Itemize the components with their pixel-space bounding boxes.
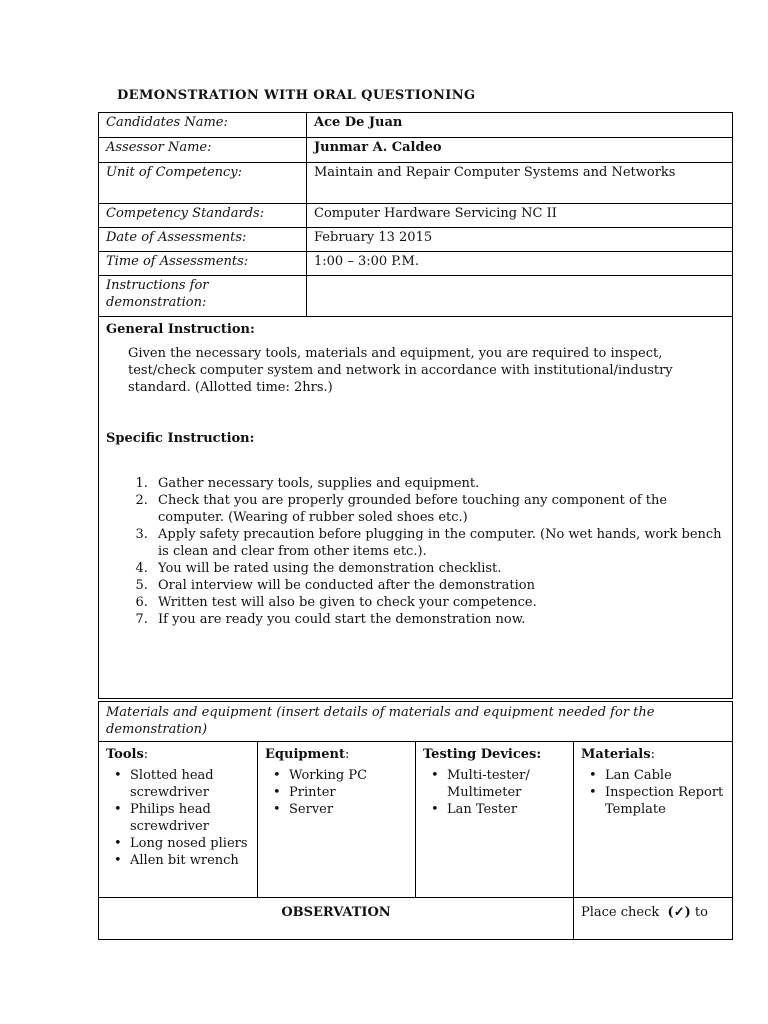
list-item: 4. You will be rated using the demonstration checklist. bbox=[152, 560, 725, 577]
list-item: 6. Written test will also be given to check your competence. bbox=[152, 594, 725, 611]
row-instructions bbox=[99, 276, 733, 317]
instructions-value bbox=[307, 276, 733, 317]
row-unit bbox=[99, 163, 733, 204]
date-value: February 13 2015 bbox=[307, 228, 733, 252]
equipment-list bbox=[265, 767, 408, 818]
row-standards bbox=[99, 204, 733, 228]
list-item: 7. If you are ready you could start the demonstration now. bbox=[152, 611, 725, 628]
materials-cell: Materials: • Lan Cable • Inspection Report Template bbox=[574, 742, 733, 898]
specific-list bbox=[106, 475, 725, 628]
document-title: DEMONSTRATION WITH ORAL QUESTIONING bbox=[117, 88, 476, 103]
testing-list bbox=[423, 767, 566, 818]
unit-label: Unit of Competency: bbox=[99, 163, 307, 204]
testing-heading: Testing Devices: bbox=[423, 747, 542, 762]
list-item: • Lan Tester bbox=[437, 801, 566, 818]
row-materials-note bbox=[99, 702, 733, 742]
list-item: • Server bbox=[279, 801, 408, 818]
row-time bbox=[99, 252, 733, 276]
observation-label: OBSERVATION bbox=[99, 898, 574, 940]
row-observation bbox=[99, 898, 733, 940]
list-item: 3. Apply safety precaution before plugging in the computer. (No wet hands, work bench is clean and clear from other items etc.). bbox=[152, 526, 725, 560]
list-item: 1. Gather necessary tools, supplies and equipment. bbox=[152, 475, 725, 492]
equipment-heading: Equipment bbox=[265, 747, 345, 762]
time-value: 1:00 – 3:00 P.M. bbox=[307, 252, 733, 276]
materials-note: Materials and equipment (insert details of materials and equipment needed for the demonstration) bbox=[99, 702, 733, 742]
checkmark-icon: (✓) bbox=[667, 905, 691, 920]
assessor-value: Junmar A. Caldeo bbox=[307, 138, 733, 163]
list-item: • Slotted head screwdriver bbox=[120, 767, 250, 801]
candidate-label: Candidates Name: bbox=[99, 113, 307, 138]
instructions-label: Instructions for demonstration: bbox=[99, 276, 307, 317]
specific-heading: Specific Instruction: bbox=[106, 431, 255, 446]
row-date bbox=[99, 228, 733, 252]
candidate-value: Ace De Juan bbox=[307, 113, 733, 138]
equipment-cell: Equipment: • Working PC • Printer • Server bbox=[258, 742, 416, 898]
instructions-block bbox=[99, 317, 733, 699]
materials-table bbox=[98, 701, 733, 940]
row-columns bbox=[99, 742, 733, 898]
tools-cell: Tools: • Slotted head screwdriver • Philips head screwdriver • Long nosed pliers • Allen bit wrench bbox=[99, 742, 258, 898]
list-item: • Lan Cable bbox=[595, 767, 725, 784]
testing-cell bbox=[416, 742, 574, 898]
row-general bbox=[99, 317, 733, 699]
list-item: • Allen bit wrench bbox=[120, 852, 250, 869]
list-item: • Philips head screwdriver bbox=[120, 801, 250, 835]
check-instruction: Place check (✓) to bbox=[574, 898, 733, 940]
list-item: 5. Oral interview will be conducted after the demonstration bbox=[152, 577, 725, 594]
row-assessor bbox=[99, 138, 733, 163]
materials-heading: Materials bbox=[581, 747, 651, 762]
materials-list bbox=[581, 767, 725, 818]
standards-value: Computer Hardware Servicing NC II bbox=[307, 204, 733, 228]
general-heading: General Instruction: bbox=[106, 322, 255, 337]
list-item: • Multi-tester/ Multimeter bbox=[437, 767, 566, 801]
unit-value: Maintain and Repair Computer Systems and Networks bbox=[307, 163, 733, 204]
assessment-table bbox=[98, 112, 733, 699]
list-item: 2. Check that you are properly grounded before touching any component of the computer. (Wearing of rubber soled shoes etc.) bbox=[152, 492, 725, 526]
tools-list bbox=[106, 767, 250, 869]
list-item: • Working PC bbox=[279, 767, 408, 784]
row-candidate bbox=[99, 113, 733, 138]
assessor-label: Assessor Name: bbox=[99, 138, 307, 163]
list-item: • Inspection Report Template bbox=[595, 784, 725, 818]
list-item: • Printer bbox=[279, 784, 408, 801]
tools-heading: Tools bbox=[106, 747, 144, 762]
time-label: Time of Assessments: bbox=[99, 252, 307, 276]
date-label: Date of Assessments: bbox=[99, 228, 307, 252]
list-item: • Long nosed pliers bbox=[120, 835, 250, 852]
standards-label: Competency Standards: bbox=[99, 204, 307, 228]
general-text: Given the necessary tools, materials and equipment, you are required to inspect, test/check computer system and network in accordance with institutional/industry standard. (Allotted time: 2hrs.) bbox=[128, 346, 673, 395]
